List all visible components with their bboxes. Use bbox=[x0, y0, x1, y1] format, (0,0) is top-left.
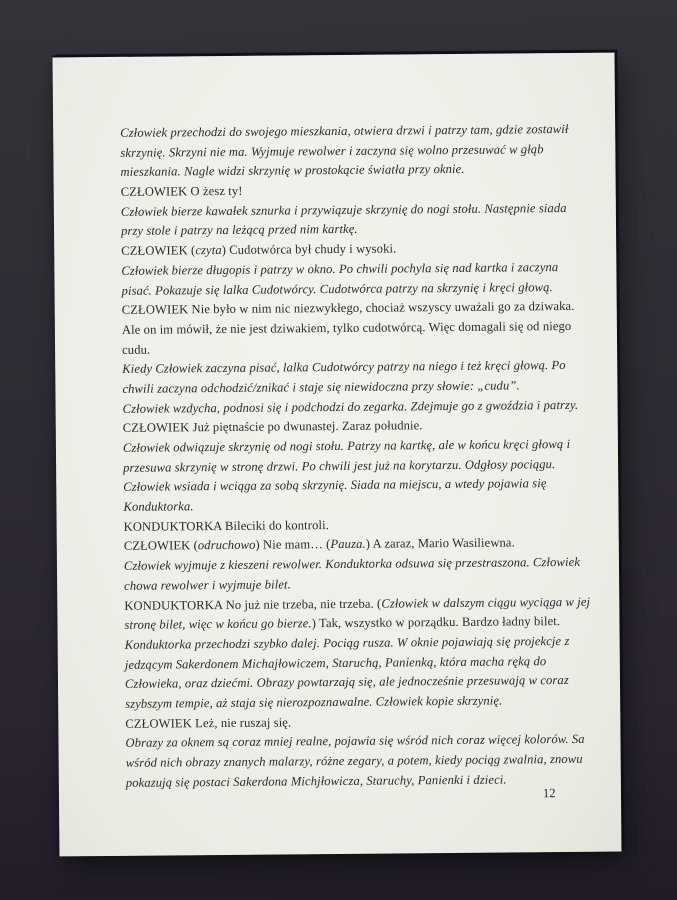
stage-direction-text: jedzącym Sakerdonem Michajłowiczem, Staruchą, Panienką, która macha ręką do bbox=[124, 653, 547, 672]
stage-direction-text: Człowiek odwiązuje skrzynię od nogi stołu. Patrzy na kartkę, ale w końcu kręci głową i bbox=[122, 436, 571, 455]
stage-direction-text: Człowiek wyjmuje z kieszeni rewolwer. Konduktorka odsuwa się przestraszona. Człowiek bbox=[123, 555, 581, 573]
stage-direction-text: Człowiek wzdycha, podnosi się i podchodzi do zegarka. Zdejmuje go z gwoździa i patrzy. bbox=[122, 397, 579, 416]
stage-direction-text: szybszym tempie, aż staja się nierozpoznawalne. Człowiek kopie skrzynię. bbox=[125, 693, 503, 711]
stage-direction-text: Konduktorka. bbox=[123, 499, 194, 514]
stage-direction-text: odruchowo bbox=[197, 538, 256, 553]
stage-direction-text: mieszkania. Nagle widzi skrzynię w prostokącie światła przy oknie. bbox=[120, 162, 465, 180]
stage-direction-text: czyta bbox=[195, 243, 222, 258]
stage-direction-text: przesuwa skrzynię w stronę drzwi. Po chwili jest już na korytarzu. Odgłosy pociągu. bbox=[123, 456, 556, 475]
stage-direction-text: Konduktorka przechodzi szybko dalej. Pociąg rusza. W oknie pojawiają się projekcje z bbox=[124, 633, 570, 652]
stage-direction-text: Pauza. bbox=[330, 537, 366, 552]
dialogue-text: ) Nie mam… ( bbox=[255, 537, 331, 553]
dialogue-text: KONDUKTORKA Bileciki do kontroli. bbox=[123, 517, 329, 534]
dialogue-text: CZŁOWIEK ( bbox=[123, 538, 198, 554]
stage-direction-text: Człowiek wsiada i wciąga za sobą skrzynię. Siada na miejscu, a wtedy pojawia się bbox=[123, 476, 547, 495]
stage-direction-text: chwili zaczyna odchodzić/znikać i staje się niewidoczna przy słowie: „cudu”. bbox=[122, 378, 520, 396]
script-line bbox=[122, 317, 577, 341]
scanned-script-page bbox=[53, 53, 622, 857]
stage-direction-text: Człowiek bierze długopis i patrzy w okno. Po chwili pochyla się nad kartka i zaczyna bbox=[121, 259, 559, 278]
dialogue-text: CZŁOWIEK O żesz ty! bbox=[120, 183, 243, 199]
stage-direction-text: chowa rewolwer i wyjmuje bilet. bbox=[124, 577, 291, 593]
dialogue-text: ) A zaraz, Mario Wasiliewna. bbox=[365, 535, 515, 552]
script-line bbox=[124, 553, 579, 577]
stage-direction-text: pisać. Pokazuje się lalka Cudotwórcy. Cudotwórca patrzy na skrzynię i kręci głową. bbox=[121, 279, 553, 298]
script-text bbox=[120, 120, 591, 793]
dialogue-text: KONDUKTORKA No już nie trzeba, nie trzeba. ( bbox=[124, 596, 382, 613]
page-number: 12 bbox=[542, 786, 556, 801]
dialogue-text: ) Tak, wszystko w porządku. Bardzo ładny bilet. bbox=[311, 614, 561, 631]
script-line bbox=[123, 474, 578, 498]
stage-direction-text: przy stole i patrzy na leżącą przed nim kartkę. bbox=[120, 222, 358, 239]
stage-direction-text: stronę bilet, więc w końcu go bierze. bbox=[124, 616, 312, 633]
dialogue-text: Ale on im mówił, że nie jest dziwakiem, tylko cudotwórcą. Więc domagali się od niego bbox=[121, 318, 572, 337]
stage-direction-text: Człowiek bierze kawałek sznurka i przywiązuje skrzynię do nogi stołu. Następnie siada bbox=[120, 200, 567, 219]
dialogue-text: ) Cudotwórca był chudy i wysoki. bbox=[221, 241, 397, 258]
dialogue-text: cudu. bbox=[122, 342, 151, 357]
stage-direction-text: Człowieka, oraz dziećmi. Obrazy powtarzają się, ale jednocześnie przesuwają w coraz bbox=[124, 673, 569, 692]
stage-direction-text: Obrazy za oknem są coraz mniej realne, pojawia się wśród nich coraz więcej kolorów. Sa bbox=[125, 732, 585, 751]
dialogue-text: CZŁOWIEK Już piętnaście po dwunastej. Zaraz południe. bbox=[122, 418, 423, 436]
stage-direction-text: Człowiek w dalszym ciągu wyciąga w jej bbox=[381, 594, 591, 611]
script-line bbox=[126, 770, 581, 794]
dialogue-text: CZŁOWIEK Leż, nie ruszaj się. bbox=[125, 715, 292, 731]
script-line bbox=[126, 750, 581, 774]
stage-direction-text: skrzynię. Skrzyni nie ma. Wyjmuje rewolwer i zaczyna się wolno przesuwać w głąb bbox=[120, 141, 544, 160]
stage-direction-text: Człowiek przechodzi do swojego mieszkania, otwiera drzwi i patrzy tam, gdzie zostawił bbox=[120, 121, 569, 140]
stage-direction-text: pokazują się postaci Sakerdona Michjłowicza, Staruchy, Panienki i dzieci. bbox=[125, 772, 507, 790]
dialogue-text: CZŁOWIEK ( bbox=[121, 243, 196, 259]
stage-direction-text: wśród nich obrazy znanych malarzy, różne zegary, a potem, kiedy pociąg zwalnia, znowu bbox=[125, 751, 583, 770]
script-line bbox=[125, 671, 580, 695]
stage-direction-text: Kiedy Człowiek zaczyna pisać, lalka Cudotwórcy patrzy na niego i też kręci głową. Po bbox=[122, 358, 566, 377]
dialogue-text: CZŁOWIEK Nie było w nim nic niezwykłego, chociaż wszyscy uważali go za dziwaka. bbox=[121, 299, 575, 318]
